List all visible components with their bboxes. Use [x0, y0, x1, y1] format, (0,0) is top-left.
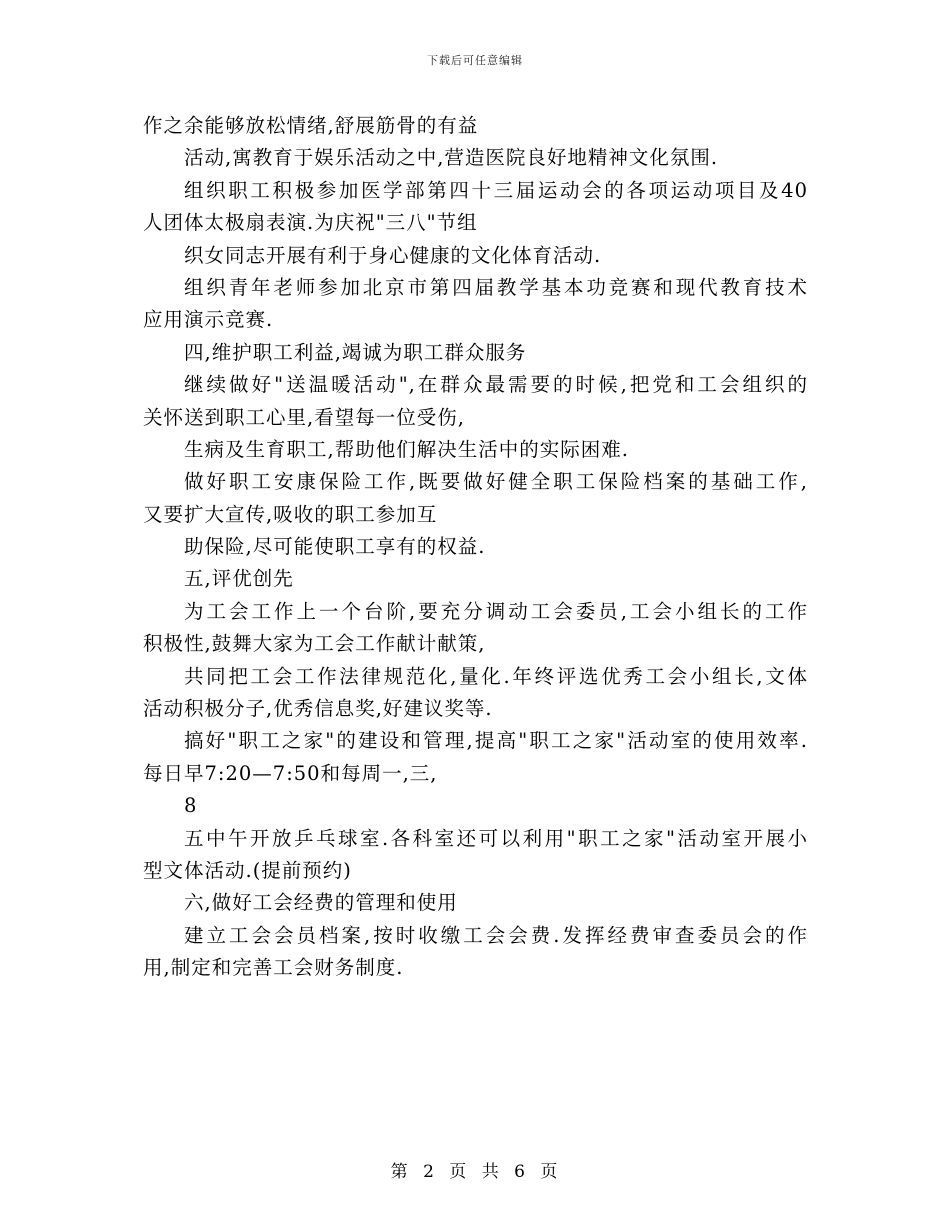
text-line: 搞好"职工之家"的建设和管理,提高"职工之家"活动室的使用效率. — [184, 729, 808, 753]
text-line: 每日早7:20—7:50和每周一,三, — [143, 761, 438, 785]
text-line: 活动积极分子,优秀信息奖,好建议奖等. — [143, 697, 493, 721]
text-line: 组织职工积极参加医学部第四十三届运动会的各项运动项目及40 — [184, 178, 808, 202]
text-line: 用,制定和完善工会财务制度. — [143, 956, 404, 980]
page-header: 下载后可任意编辑 — [427, 54, 523, 67]
text-line: 继续做好"送温暖活动",在群众最需要的时候,把党和工会组织的 — [184, 373, 808, 397]
document-body — [143, 110, 808, 985]
text-line: 活动,寓教育于娱乐活动之中,营造医院良好地精神文化氛围. — [184, 146, 719, 170]
text-line: 生病及生育职工,帮助他们解决生活中的实际困难. — [184, 437, 629, 461]
section-heading: 六,做好工会经费的管理和使用 — [184, 891, 458, 915]
section-heading: 五,评优创先 — [184, 567, 294, 591]
text-line: 应用演示竞赛. — [143, 308, 274, 332]
text-line: 型文体活动.(提前预约) — [143, 858, 352, 882]
text-line: 组织青年老师参加北京市第四届教学基本功竞赛和现代教育技术 — [184, 275, 808, 299]
text-line: 积极性,鼓舞大家为工会工作献计献策, — [143, 632, 486, 656]
text-line: 织女同志开展有利于身心健康的文化体育活动. — [184, 243, 602, 267]
page-number: 第 2 页 共 6 页 — [390, 1162, 560, 1182]
text-line: 五中午开放乒乓球室.各科室还可以利用"职工之家"活动室开展小 — [184, 826, 808, 850]
text-line: 又要扩大宣传,吸收的职工参加互 — [143, 502, 438, 526]
text-line: 作之余能够放松情绪,舒展筋骨的有益 — [143, 114, 479, 137]
text-line: 关怀送到职工心里,看望每一位受伤, — [143, 405, 465, 429]
text-line: 共同把工会工作法律规范化,量化.年终评选优秀工会小组长,文体 — [184, 664, 808, 688]
text-line: 人团体太极扇表演.为庆祝"三八"节组 — [143, 211, 478, 235]
text-line: 做好职工安康保险工作,既要做好健全职工保险档案的基础工作, — [184, 470, 808, 494]
text-line: 为工会工作上一个台阶,要充分调动工会委员,工会小组长的工作 — [184, 599, 808, 623]
section-heading: 四,维护职工利益,竭诚为职工群众服务 — [184, 340, 527, 364]
text-line: 8 — [184, 794, 198, 818]
text-line: 助保险,尽可能使职工享有的权益. — [184, 535, 486, 559]
text-line: 建立工会会员档案,按时收缴工会会费.发挥经费审查委员会的作 — [184, 923, 808, 947]
